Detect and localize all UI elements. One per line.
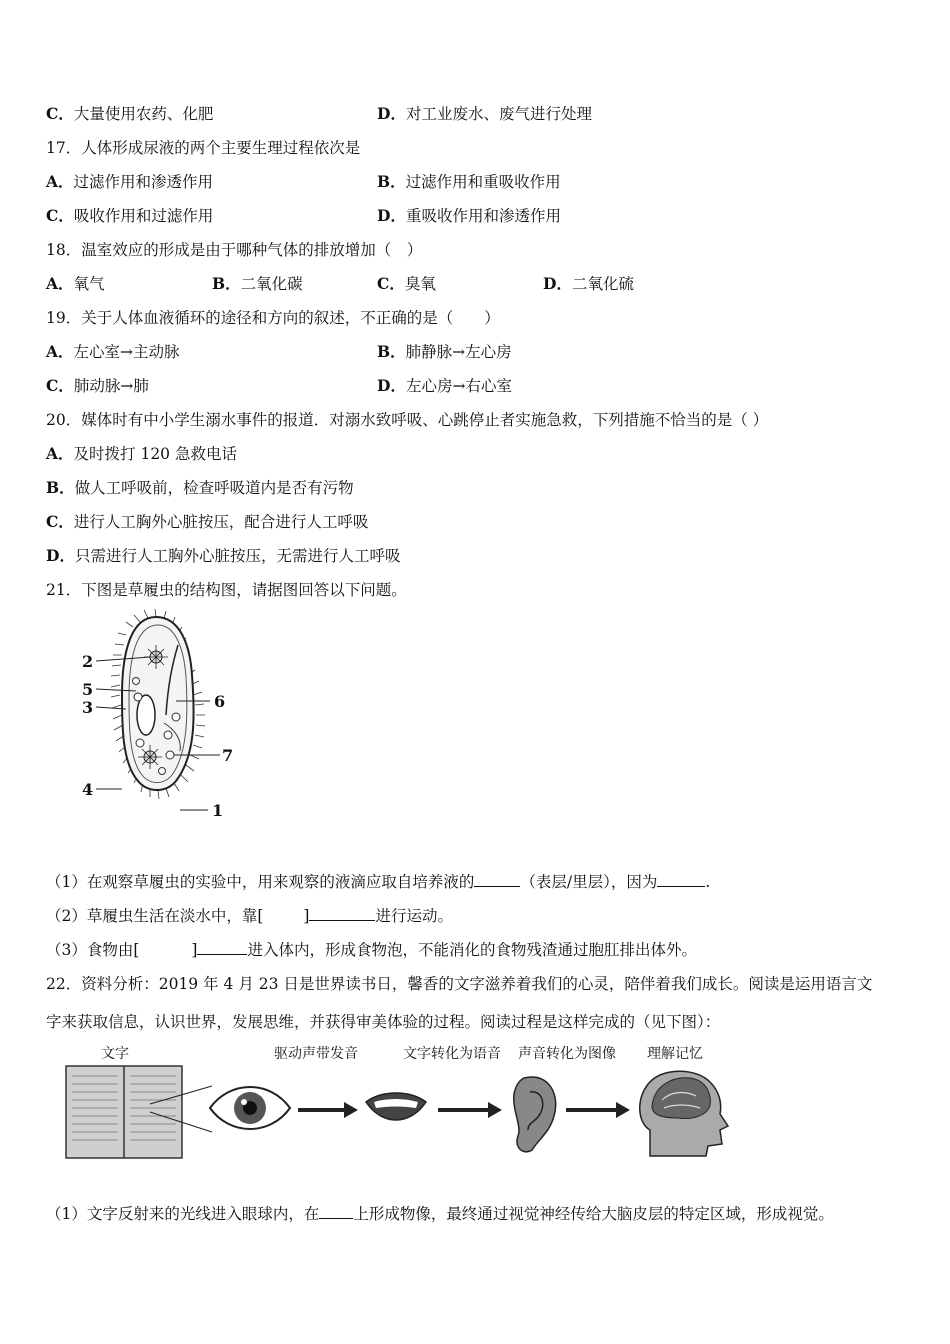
paramecium-label: 4 [82, 780, 94, 799]
q19-option-d: D．左心房→右心室 [377, 376, 512, 395]
q20-option-d: D．只需进行人工胸外心脏按压，无需进行人工呼吸 [46, 546, 401, 565]
q20-option-c: C．进行人工胸外心脏按压，配合进行人工呼吸 [46, 512, 369, 531]
paramecium-label: 5 [82, 680, 94, 699]
arrow-right-icon [566, 1102, 630, 1118]
q22-stem-line1: 22．资料分析：2019 年 4 月 23 日是世界读书日，馨香的文字滋养着我们的心灵，陪伴着我们成长。阅读是运用语言文 [46, 975, 873, 993]
answer-blank[interactable] [657, 872, 705, 887]
answer-blank[interactable] [309, 906, 375, 921]
q21-part3: （3）食物由[ ] 进入体内，形成食物泡，不能消化的食物残渣通过胞肛排出体外。 [46, 941, 697, 959]
q21-stem: 21．下图是草履虫的结构图，请据图回答以下问题。 [46, 581, 407, 599]
q17-option-a: A．过滤作用和渗透作用 [46, 172, 214, 191]
micronucleus [134, 693, 142, 701]
paramecium-label: 7 [222, 746, 234, 765]
q19-stem: 19．关于人体血液循环的途径和方向的叙述，不正确的是（ ） [46, 309, 500, 327]
reading-caption: 文字转化为语音 [403, 1046, 501, 1062]
paramecium-label: 3 [82, 698, 94, 717]
book-icon [66, 1066, 182, 1158]
arrow-right-icon [298, 1102, 358, 1118]
reading-caption: 文字 [101, 1046, 129, 1062]
answer-blank[interactable] [474, 872, 520, 887]
q20-option-a: A．及时拨打 120 急救电话 [46, 444, 237, 463]
q18-option-b: B．二氧化碳 [212, 274, 303, 293]
q19-option-c: C．肺动脉→肺 [46, 376, 149, 395]
reading-process-diagram [60, 1060, 740, 1164]
paramecium-label: 1 [212, 801, 224, 820]
q20-option-b: B．做人工呼吸前，检查呼吸道内是否有污物 [46, 478, 354, 497]
answer-blank[interactable] [319, 1204, 353, 1219]
ear-icon [514, 1077, 556, 1152]
cell-membrane [122, 617, 194, 790]
q22-part1: （1）文字反射来的光线进入眼球内，在 上形成物像，最终通过视觉神经传给大脑皮层的特定区域，形成视觉。 [46, 1205, 834, 1223]
q17-option-b: B．过滤作用和重吸收作用 [377, 172, 561, 191]
paramecium-label: 2 [82, 652, 94, 671]
q19-option-b: B．肺静脉→左心房 [377, 342, 512, 361]
q16-option-d: D．对工业废水、废气进行处理 [377, 104, 592, 123]
arrow-right-icon [438, 1102, 502, 1118]
reading-caption: 声音转化为图像 [518, 1046, 616, 1062]
q16-option-c: C．大量使用农药、化肥 [46, 104, 214, 123]
q17-option-d: D．重吸收作用和渗透作用 [377, 206, 561, 225]
paramecium-label: 6 [214, 692, 226, 711]
mouth-icon [366, 1093, 426, 1120]
head-brain-icon [640, 1071, 728, 1156]
q20-stem: 20．媒体时有中小学生溺水事件的报道．对溺水致呼吸、心跳停止者实施急救，下列措施不恰当的是（ ） [46, 411, 769, 429]
q18-option-c: C．臭氧 [377, 274, 436, 293]
reading-caption: 驱动声带发音 [274, 1046, 358, 1062]
eye-icon [210, 1087, 290, 1129]
answer-blank[interactable] [197, 940, 247, 955]
reading-caption: 理解记忆 [647, 1046, 703, 1062]
q17-option-c: C．吸收作用和过滤作用 [46, 206, 214, 225]
q22-stem-line2: 字来获取信息，认识世界，发展思维，并获得审美体验的过程。阅读过程是这样完成的（见下图）： [46, 1013, 721, 1031]
q18-option-d: D．二氧化硫 [543, 274, 634, 293]
q19-option-a: A．左心室→主动脉 [46, 342, 180, 361]
q21-part2: （2）草履虫生活在淡水中，靠[ ] 进行运动。 [46, 907, 453, 925]
q17-stem: 17．人体形成尿液的两个主要生理过程依次是 [46, 139, 361, 157]
q18-option-a: A．氧气 [46, 274, 105, 293]
q21-part1: （1）在观察草履虫的实验中，用来观察的液滴应取自培养液的 （表层/里层），因为 . [46, 873, 711, 891]
q18-stem: 18．温室效应的形成是由于哪种气体的排放增加（ ） [46, 241, 423, 259]
